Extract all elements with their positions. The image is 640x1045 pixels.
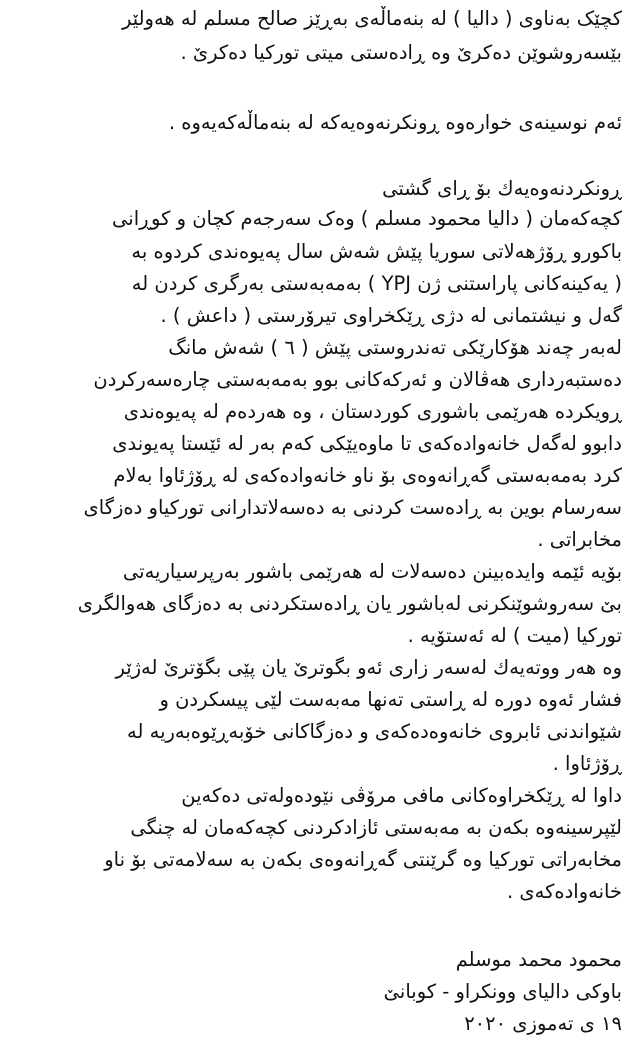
note-line: ئەم نوسینەی خوارەوە ڕونکرنەوەیەکە لە بنەماڵەکەیەوە . <box>168 111 622 134</box>
body-line: ( یەکینەکانی پاراستنی ژن YPJ ) بەمەبەستی بەرگری کردن لە <box>131 272 622 295</box>
body-line: ڕویکردە هەرێمی باشوری کوردستان ، وە هەردەم لە پەیوەندی <box>123 400 622 423</box>
signature-title: باوکی دالیای وونکراو - کوبانێ <box>383 980 622 1003</box>
body-line: دابوو لەگەل خانەوادەکەی تا ماوەیێکی کەم بەر لە ئێستا پەیوندی <box>112 432 622 455</box>
intro-line-2: بێسەروشوێن دەکرێ وە ڕادەستی میتی تورکیا دەکرێ . <box>180 41 622 64</box>
body-line: باکورو ڕۆژهەلاتی سوریا پێش شەش سال پەیوەندی کردوە بە <box>131 240 622 263</box>
body-line: دەستبەرداری هەڤالان و ئەرکەکانی بوو بەمەبەستی چارەسەرکردن <box>93 368 622 391</box>
body-line: سەرسام بوین بە ڕادەست کردنی بە دەسەلاتدارانی تورکیاو دەزگای <box>83 496 622 519</box>
body-line: خانەوادەکەی . <box>506 880 622 903</box>
body-line: کچەکەمان ( دالیا محمود مسلم ) وەک سەرجەم کچان و کوڕانی <box>112 207 622 230</box>
body-line: ڕۆژئاوا . <box>552 752 622 775</box>
signature-name: محمود محمد موسلم <box>455 948 622 971</box>
letter-heading: ڕونکردنەوەیەك بۆ ڕای گشتی <box>382 177 622 200</box>
body-line: شێواندنی ئابروی خانەوەدەکەی و دەزگاکانی خۆبەڕێوەبەریە لە <box>127 720 622 743</box>
body-line: فشار ئەوە دورە لە ڕاستی تەنها مەبەست لێی پیسکردن و <box>159 688 622 711</box>
body-line: مخابراتی . <box>537 528 622 551</box>
body-line: لێپرسینەوە بکەن بە مەبەستی ئازادکردنی کچەکەمان لە چنگی <box>130 816 622 839</box>
body-line: گەل و نیشتمانی لە دژی ڕێکخراوی تیرۆرستی ( داعش ) . <box>160 304 622 327</box>
body-line: لەبەر چەند هۆکارێکی تەندروستی پێش ( ٦ ) شەش مانگ <box>168 336 622 359</box>
body-line: کرد بەمەبەستی گەڕانەوەی بۆ ناو خانەوادەکەی لە ڕۆژئاوا بەلام <box>113 464 622 487</box>
signature-date: ١٩ ی تەموزی ٢٠٢٠ <box>464 1012 622 1035</box>
body-line: تورکیا (میت ) لە ئەستۆیە . <box>407 624 622 647</box>
body-line: مخابەراتی تورکیا وە گرێنتی گەڕانەوەی بکەن بە سەلامەتی بۆ ناو <box>104 848 622 871</box>
body-line: داوا لە ڕێکخراوەکانی مافی مرۆڤی نێودەولەتی دەکەین <box>181 784 622 807</box>
body-line: بێ سەروشوێنکرنی لەباشور یان ڕادەستکردنی بە دەزگای هەوالگری <box>77 592 622 615</box>
body-line: بۆیە ئێمە وایدەبینن دەسەلات لە هەرێمی باشور بەرپرسیاریەتی <box>122 560 622 583</box>
intro-line-1: کچێک بەناوی ( دالیا ) لە بنەماڵەی بەڕێز صالح مسلم لە هەولێر <box>121 7 622 30</box>
body-line: وە هەر ووتەیەك لەسەر زاری ئەو بگوترێ یان پێی بگۆترێ لەژێر <box>115 656 622 679</box>
